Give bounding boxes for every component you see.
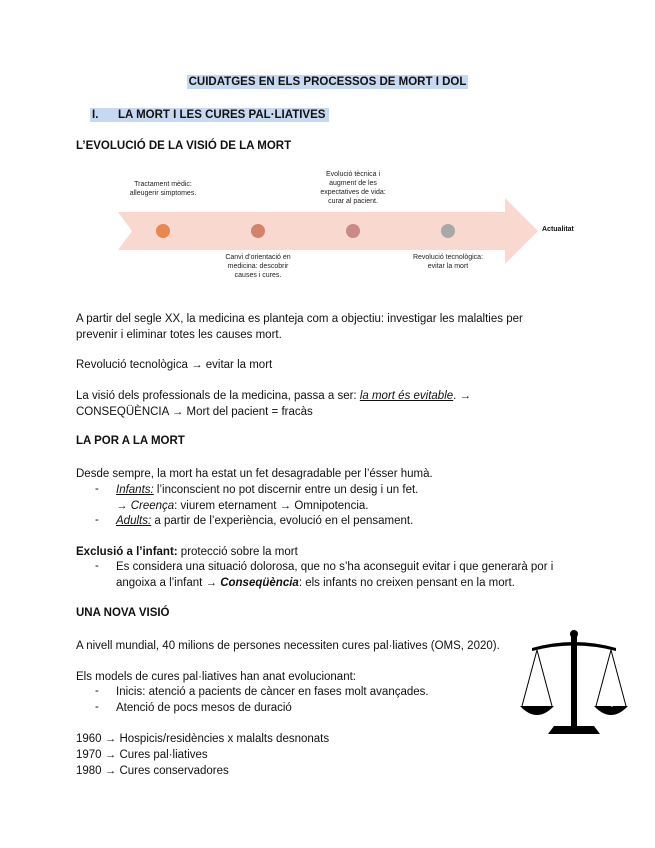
paragraph: La visió dels professionals de la medicina, passa a ser: la mort és evitable. → CONSEQÜÈNCIA → Mort del pacient = fracàs [76,390,472,418]
bullet-dash: - [95,560,99,572]
timeline-label-bottom-2: Revolució tecnològica: evitar la mort [412,254,484,270]
bullet-exclusio: Es considera una situació dolorosa, que no s’ha aconseguit evitar i que generarà por i angoixa a l’infant → Conseqüència: els infants no creixen pensant en la mort. [116,561,554,589]
bullet-durada: Atenció de pocs mesos de duració [116,702,292,714]
heading-nova: UNA NOVA VISIÓ [76,607,170,619]
scale-left-label: Curar [532,702,546,708]
bullet-inicis: Inicis: atenció a pacients de càncer en fases molt avançades. [116,686,429,698]
year-1970: 1970 → Cures pal·liatives [76,749,208,761]
bullet-dash: - [95,685,99,697]
bullet-dash: - [95,483,99,495]
section-heading [90,108,329,122]
bullet-infants: Infants: l’inconscient no pot discernir entre un desig i un fet. [116,484,419,496]
paragraph: Els models de cures pal·liatives han anat evolucionant: [76,671,356,683]
timeline-dot-4 [441,224,455,238]
scale-right-label: Alleugerir [599,702,621,708]
bullet-dash: - [95,701,99,713]
timeline-label-top-2: Evolució tècnica i augment de les expectatives de vida: curar al pacient. [320,171,386,205]
paragraph: A nivell mundial, 40 milions de persones necessiten cures pal·liatives (OMS, 2020). [76,640,500,652]
timeline-dot-3 [346,224,360,238]
document-title: CUIDATGES EN ELS PROCESSOS DE MORT I DOL [188,76,467,88]
paragraph: Desde sempre, la mort ha estat un fet desagradable per l’ésser humà. [76,468,433,480]
heading-evolucio: L’EVOLUCIÓ DE LA VISIÓ DE LA MORT [76,140,292,152]
bullet-dash: - [95,514,99,526]
bullet-adults: Adults: a partir de l’experiència, evolució en el pensament. [116,515,414,527]
paragraph: A partir del segle XX, la medicina es planteja com a objectiu: investigar les malalties per prevenir i eliminar totes les causes mort. [76,313,523,341]
section-label: LA MORT I LES CURES PAL·LIATIVES [118,109,326,121]
timeline-dot-1 [156,224,170,238]
year-1980: 1980 → Cures conservadores [76,765,229,777]
timeline-label-bottom-1: Canvi d’orientació en medicina: descobrir causes i cures. [225,254,291,279]
year-list [76,731,329,779]
heading-por: LA POR A LA MORT [76,435,185,447]
timeline-dot-2 [251,224,265,238]
paragraph: Revolució tecnològica → evitar la mort [76,359,273,371]
timeline-end-label: Actualitat [542,226,574,233]
timeline-label-top-1: Tractament mèdic: alleugerir simptomes. [129,181,197,197]
balance-scale-icon [518,626,630,738]
year-1960: 1960 → Hospicis/residències x malalts desnonats [76,733,330,745]
bullet-infants-sub: → Creença: viurem eternament → Omnipotencia. [116,500,369,512]
section-number: I. [92,109,99,121]
paragraph-exclusio: Exclusió a l’infant: protecció sobre la mort [76,546,298,558]
